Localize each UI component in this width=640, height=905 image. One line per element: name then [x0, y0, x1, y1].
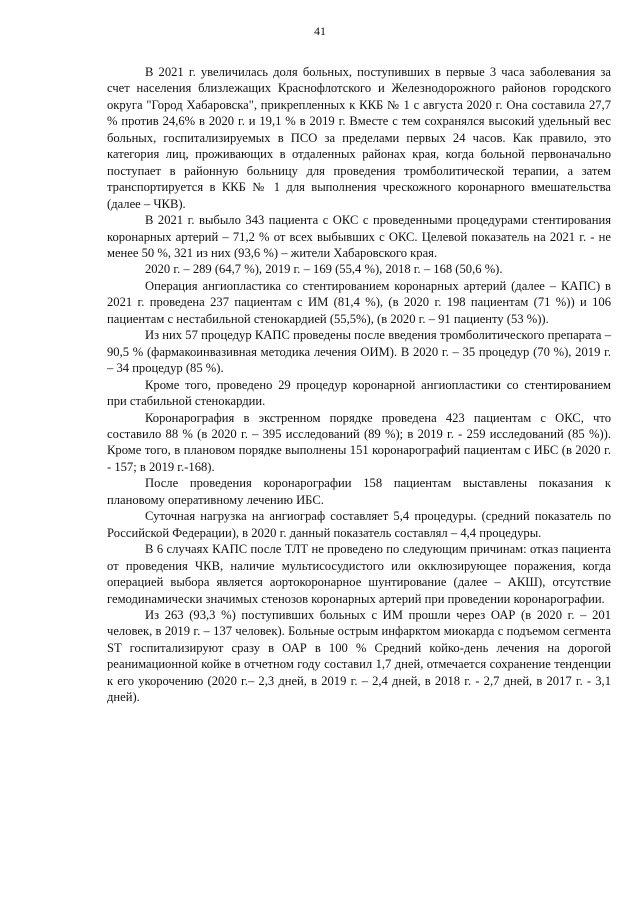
paragraph: В 2021 г. выбыло 343 пациента с ОКС с проведенными процедурами стентирования коронарных артерий – 71,2 % от всех выбывших с ОКС. Целевой показатель на 2021 г. - не менее 50 %, 321 из них (93,6 %) – жители Хабаровского края.	[107, 213, 611, 260]
page-number: 41	[314, 24, 326, 38]
paragraph: Суточная нагрузка на ангиограф составляет 5,4 процедуры. (средний показатель по Российской Федерации), в 2020 г. данный показатель составлял – 4,4 процедуры.	[107, 509, 611, 540]
paragraph: В 6 случаях КАПС после ТЛТ не проведено по следующим причинам: отказ пациента от проведения ЧКВ, наличие мультисосудистого или окклюзирующее поражения, когда операцией выбора является аортокоронарное шунтирование (далее – АКШ), отсутствие гемодинамически значимых стенозов коронарных артерий при проведении коронарографии.	[107, 542, 611, 606]
paragraph: В 2021 г. увеличилась доля больных, поступивших в первые 3 часа заболевания за счет населения близлежащих Краснофлотского и Железнодорожного районов городского округа "Город Хабаровска", прикрепленных к ККБ № 1 с августа 2020 г. Она составила 27,7 % против 24,6% в 2020 г. и 19,1 % в 2019 г. Вместе с тем сохранялся высокий удельный вес больных, госпитализируемых в ПСО за пределами первых 24 часов. Как правило, это категория лиц, проживающих в отдаленных районах края, когда больной первоначально поступает в районную больницу для проведения тромболитической терапии, а затем транспортируется в ККБ № 1 для выполнения чрескожного коронарного вмешательства (далее – ЧКВ).	[107, 65, 611, 211]
paragraph: Кроме того, проведено 29 процедур коронарной ангиопластики со стентированием при стабильной стенокардии.	[107, 377, 611, 409]
paragraph: Коронарография в экстренном порядке проведена 423 пациентам с ОКС, что составило 88 % (в 2020 г. – 395 исследований (89 %); в 2019 г. - 259 исследований (85 %)). Кроме того, в плановом порядке выполнены 151 коронарографий пациентам с ИБС (в 2020 г. - 157; в 2019 г.-168).	[107, 410, 611, 474]
paragraph: 2020 г. – 289 (64,7 %), 2019 г. – 169 (55,4 %), 2018 г. – 168 (50,6 %).	[145, 262, 503, 277]
paragraph: Операция ангиопластика со стентированием коронарных артерий (далее – КАПС) в 2021 г. проведена 237 пациентам с ИМ (81,4 %), (в 2020 г. 198 пациентам (71 %)) и 106 пациентам с нестабильной стенокардией (55,5%), (в 2020 г. – 91 пациенту (53 %)).	[107, 278, 611, 326]
body-text	[107, 64, 611, 706]
paragraph: Из них 57 процедур КАПС проведены после введения тромболитического препарата – 90,5 % (фармакоинвазивная методика лечения ОИМ). В 2020 г. – 35 процедур (70 %), 2019 г. – 34 процедур (85 %).	[107, 328, 611, 376]
paragraph: Из 263 (93,3 %) поступивших больных с ИМ прошли через ОАР (в 2020 г. – 201 человек, в 2019 г. – 137 человек). Больные острым инфарктом миокарда с подъемом сегмента ST госпитализируют сразу в ОАР в 100 % Средний койко-день лечения на дорогой реанимационной койке в отчетном году составил 1,7 дней, отмечается сохранение тенденции к его укорочению (2020 г.– 2,3 дней, в 2019 г. – 2,4 дней, в 2018 г. - 2,7 дней, в 2017 г. - 3,1 дней).	[107, 607, 611, 705]
paragraph: После проведения коронарографии 158 пациентам выставлены показания к плановому оперативному лечению ИБС.	[107, 476, 611, 507]
